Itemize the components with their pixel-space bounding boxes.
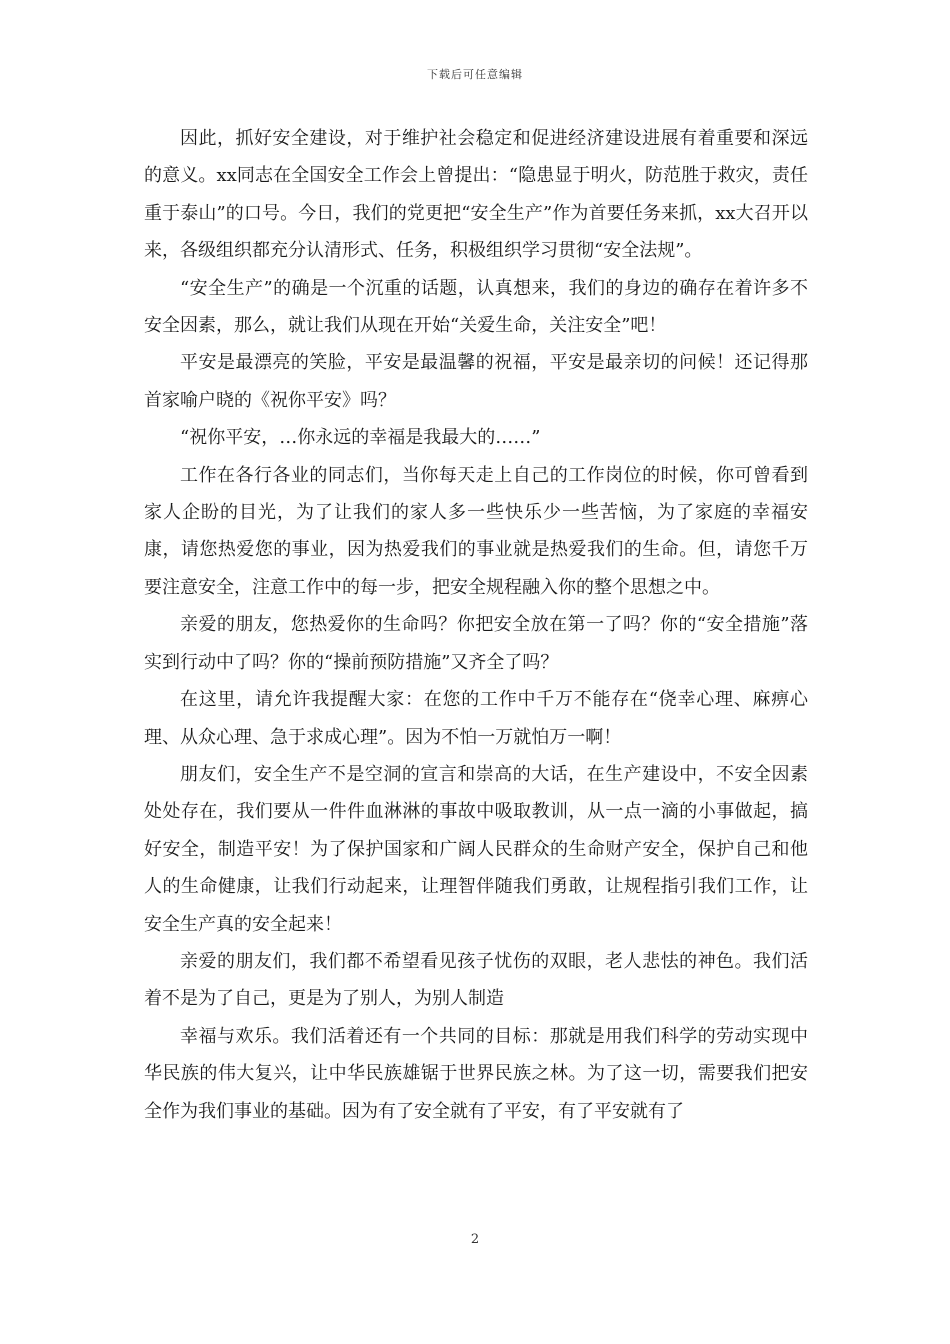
paragraph: 朋友们，安全生产不是空洞的宣言和崇高的大话，在生产建设中，不安全因素处处存在，我们要从一件件血淋淋的事故中吸取教训，从一点一滴的小事做起，搞好安全，制造平安！为了保护国家和广阔人民群众的生命财产安全，保护自己和他人的生命健康，让我们行动起来，让理智伴随我们勇敢，让规程指引我们工作，让安全生产真的安全起来！ (144, 763, 808, 935)
paragraph: “安全生产”的确是一个沉重的话题，认真想来，我们的身边的确存在着许多不安全因素，那么，就让我们从现在开始“关爱生命，关注安全”吧！ (144, 277, 808, 337)
page-header: 下载后可任意编辑 (427, 68, 523, 81)
paragraph: “祝你平安，…你永远的幸福是我最大的……” (180, 427, 541, 449)
paragraph: 平安是最漂亮的笑脸，平安是最温馨的祝福，平安是最亲切的问候！还记得那首家喻户晓的《祝你平安》吗？ (144, 352, 808, 411)
page-number: 2 (470, 1232, 480, 1247)
paragraph: 亲爱的朋友，您热爱你的生命吗？你把安全放在第一了吗？你的“安全措施”落实到行动中了吗？你的“操前预防措施”又齐全了吗？ (144, 614, 808, 673)
paragraph: 亲爱的朋友们，我们都不希望看见孩子忧伤的双眼，老人悲怯的神色。我们活着不是为了自己，更是为了别人，为别人制造 (144, 950, 808, 1010)
paragraph: 在这里，请允许我提醒大家：在您的工作中千万不能存在“侥幸心理、麻痹心理、从众心理、急于求成心理”。因为不怕一万就怕万一啊！ (144, 689, 808, 748)
paragraph: 幸福与欢乐。我们活着还有一个共同的目标：那就是用我们科学的劳动实现中华民族的伟大复兴，让中华民族雄锯于世界民族之林。为了这一切，需要我们把安全作为我们事业的基础。因为有了安全就有了平安，有了平安就有了 (144, 1025, 808, 1122)
document-body (144, 120, 808, 1130)
paragraph: 因此，抓好安全建设，对于维护社会稳定和促进经济建设进展有着重要和深远的意义。xx同志在全国安全工作会上曾提出：“隐患显于明火，防范胜于救灾，责任重于泰山”的口号。今日，我们的党更把“安全生产”作为首要任务来抓，xx大召开以来，各级组织都充分认清形式、任务，积极组织学习贯彻“安全法规”。 (144, 128, 808, 262)
paragraph: 工作在各行各业的同志们，当你每天走上自己的工作岗位的时候，你可曾看到家人企盼的目光，为了让我们的家人多一些快乐少一些苦恼，为了家庭的幸福安康，请您热爱您的事业，因为热爱我们的事业就是热爱我们的生命。但，请您千万要注意安全，注意工作中的每一步，把安全规程融入你的整个思想之中。 (144, 464, 808, 598)
